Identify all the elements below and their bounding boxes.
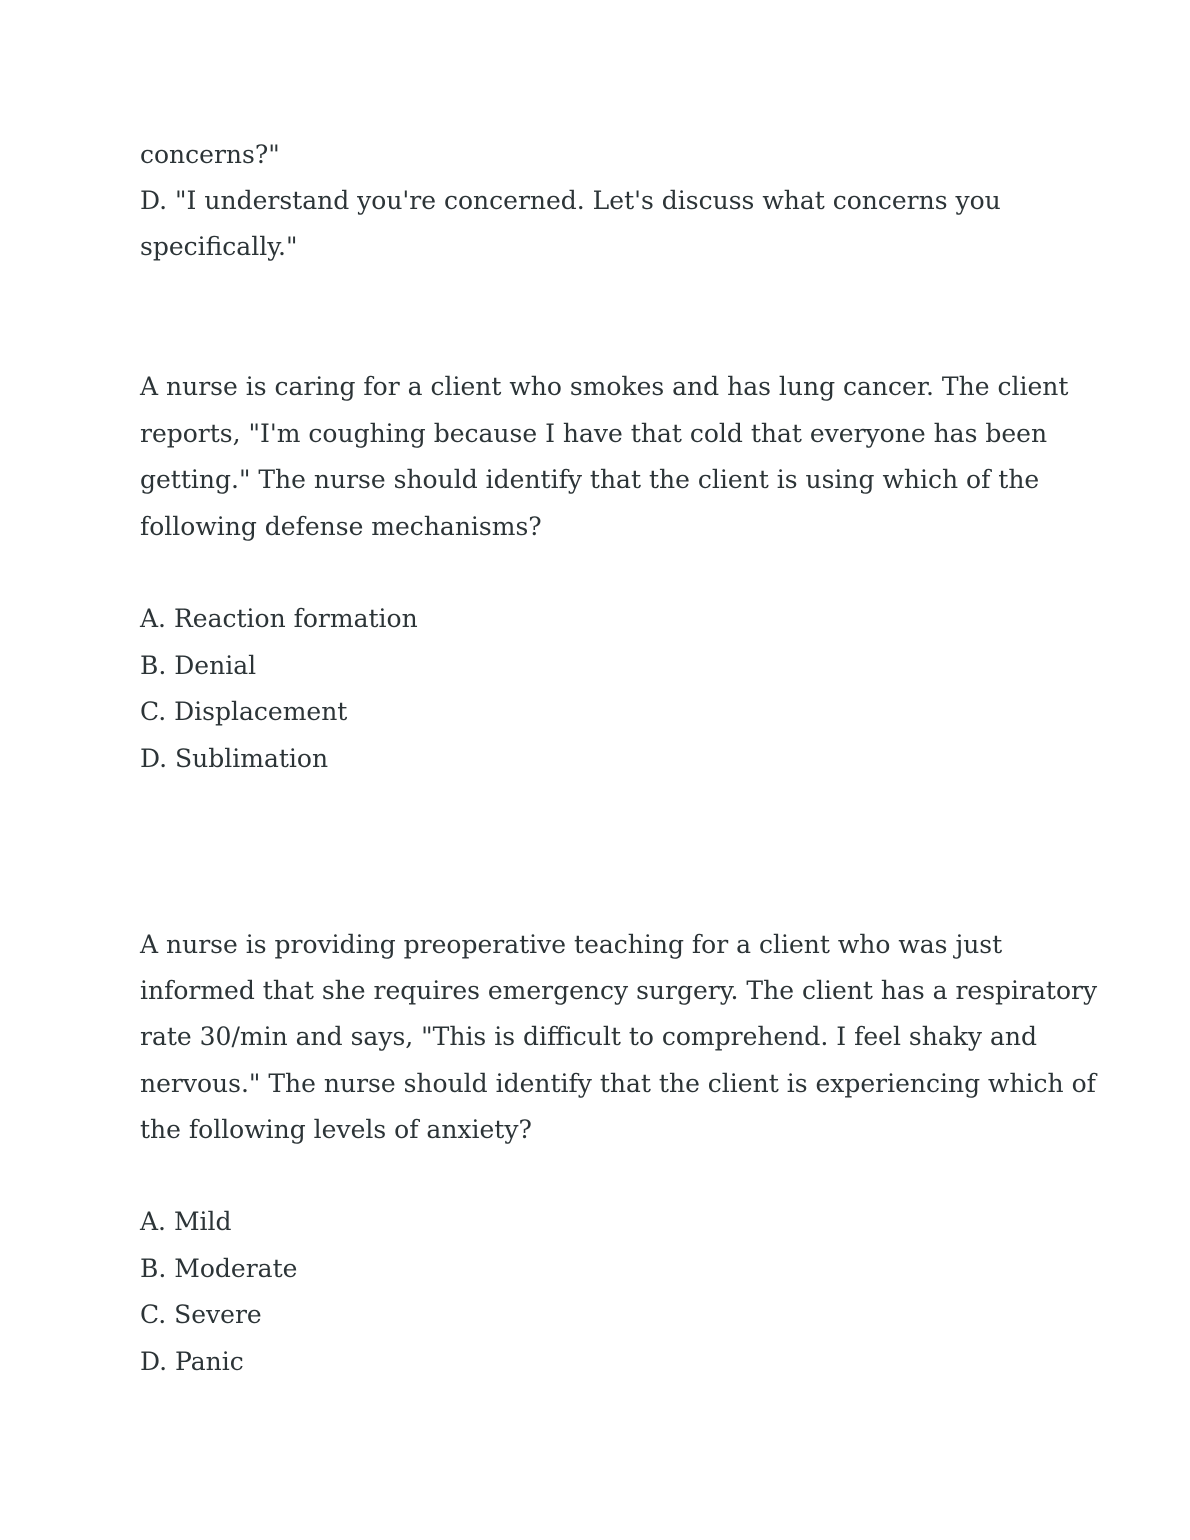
option-b: B. Denial — [140, 651, 257, 680]
option-a: A. Reaction formation — [140, 604, 418, 633]
question-stem-line: nervous." The nurse should identify that the client is experiencing which of — [140, 1069, 1096, 1098]
option-d: D. Sublimation — [140, 744, 329, 773]
question-stem-line: rate 30/min and says, "This is difficult to comprehend. I feel shaky and — [140, 1022, 1037, 1051]
option-d: D. Panic — [140, 1347, 244, 1376]
option-c: C. Severe — [140, 1300, 262, 1329]
text-line: specifically." — [140, 232, 298, 261]
question-stem-line: reports, "I'm coughing because I have that cold that everyone has been — [140, 419, 1048, 448]
question-stem-line: informed that she requires emergency surgery. The client has a respiratory — [140, 976, 1098, 1005]
question-stem-line: A nurse is caring for a client who smokes and has lung cancer. The client — [140, 372, 1069, 401]
option-a: A. Mild — [140, 1207, 232, 1236]
option-d: D. "I understand you're concerned. Let's discuss what concerns you — [140, 186, 1001, 215]
question-stem-line: following defense mechanisms? — [140, 512, 542, 541]
question-stem-line: getting." The nurse should identify that the client is using which of the — [140, 465, 1040, 494]
text-line: concerns?" — [140, 140, 280, 169]
option-c: C. Displacement — [140, 697, 348, 726]
option-b: B. Moderate — [140, 1254, 298, 1283]
question-stem-line: the following levels of anxiety? — [140, 1115, 532, 1144]
question-stem-line: A nurse is providing preoperative teaching for a client who was just — [140, 930, 1003, 959]
